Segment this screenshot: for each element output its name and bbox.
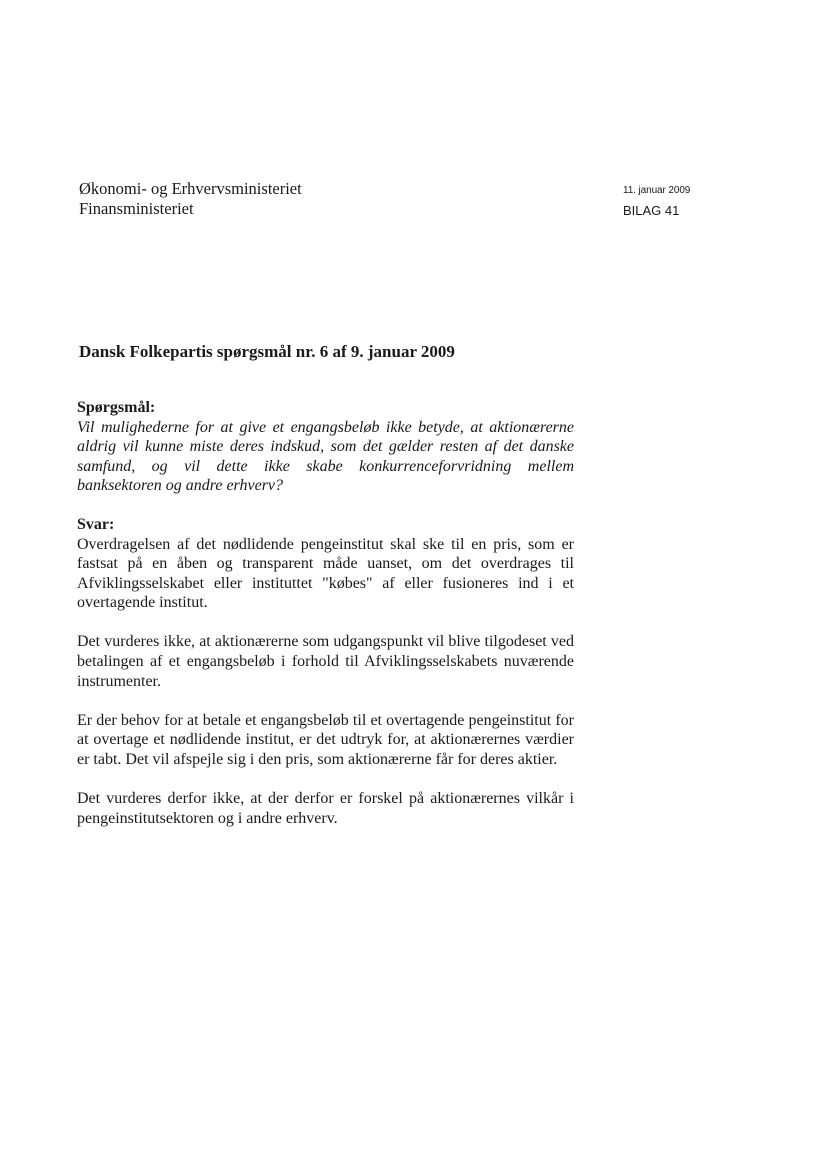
answer-paragraph: Det vurderes derfor ikke, at der derfor er forskel på aktionærernes vilkår i pengeinstitutsektoren og i andre erhverv. (77, 790, 574, 827)
answer-heading: Svar: (77, 515, 115, 533)
annex-label: BILAG 41 (623, 203, 680, 218)
ministry-name: Økonomi- og Erhvervsministeriet (79, 179, 302, 198)
document-meta (623, 184, 690, 219)
document-title: Dansk Folkepartis spørgsmål nr. 6 af 9. januar 2009 (79, 342, 455, 361)
document-body (77, 398, 574, 848)
sender-block (79, 179, 302, 219)
document-date: 11. januar 2009 (623, 185, 691, 196)
answer-paragraph: Er der behov for at betale et engangsbeløb til et overtagende pengeinstitut for at overtage et nødlidende institut, er det udtryk for, at aktionærernes værdier er tabt. Det vil afspejle sig i den pris, som aktionærerne får for deres aktier. (77, 711, 574, 768)
answer-paragraph: Det vurderes ikke, at aktionærerne som udgangspunkt vil blive tilgodeset ved betalingen af et engangsbeløb i forhold til Afviklingsselskabets nuværende instrumenter. (77, 633, 574, 690)
question-heading: Spørgsmål: (77, 399, 156, 416)
question-text: Vil mulighederne for at give et engangsbeløb ikke betyde, at aktionærerne aldrig vil kunne miste deres indskud, som det gælder resten af det danske samfund, og vil dette ikke skabe konkurrenceforvridning mellem banksektoren og andre erhverv? (77, 418, 574, 495)
ministry-name: Finansministeriet (79, 199, 194, 218)
answer-paragraph: Overdragelsen af det nødlidende pengeinstitut skal ske til en pris, som er fastsat på en åben og transparent måde uanset, om det overdrages til Afviklingsselskabet eller instituttet "købes" af eller fusioneres ind i et overtagende institut. (77, 535, 574, 612)
